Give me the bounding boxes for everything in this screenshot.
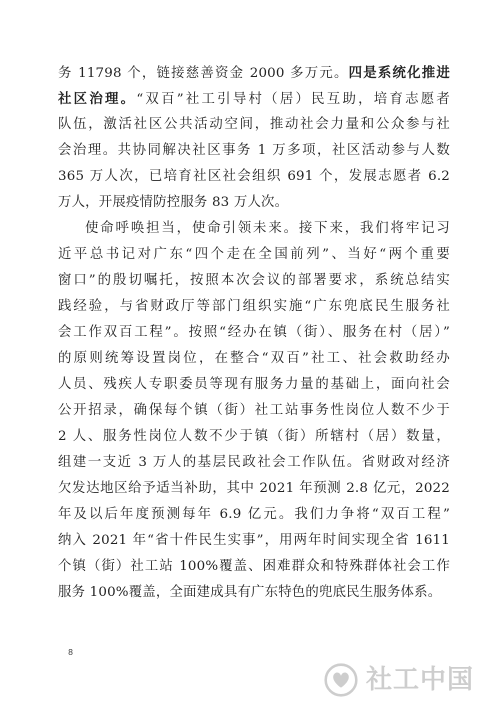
text-line xyxy=(58,242,450,268)
bold-text-segment: 社区治理。 xyxy=(58,91,137,107)
text-segment: 务 11798 个，链接慈善资金 2000 多万元。 xyxy=(58,66,349,81)
text-segment: 组建一支近 3 万人的基层民政社会工作队伍。省财政对经济 xyxy=(58,455,450,470)
text-line xyxy=(58,424,450,450)
text-line xyxy=(58,164,450,190)
text-segment: 践经验，与省财政厅等部门组织实施“广东兜底民生服务社 xyxy=(58,299,450,314)
text-line xyxy=(58,346,450,372)
text-segment: 近平总书记对广东“四个走在全国前列”、当好“两个重要 xyxy=(58,247,450,262)
text-line xyxy=(58,320,450,346)
watermark xyxy=(324,663,474,697)
text-line xyxy=(58,112,450,138)
text-line xyxy=(58,502,450,528)
text-line xyxy=(58,86,450,112)
heart-hands-logo-icon xyxy=(324,663,358,697)
text-segment: “双百”社工引导村（居）民互助，培育志愿者 xyxy=(136,92,450,107)
watermark-text: 社工中国 xyxy=(365,665,474,695)
text-segment: 年及以后年度预测每年 6.9 亿元。我们力争将“双百工程” xyxy=(58,507,450,522)
text-line xyxy=(58,450,450,476)
text-line xyxy=(58,372,450,398)
text-segment: 使命呼唤担当，使命引领未来。接下来，我们将牢记习 xyxy=(85,221,450,236)
text-segment: 会工作双百工程”。按照“经办在镇（街）、服务在村（居）” xyxy=(58,325,450,340)
text-segment: 2 人、服务性岗位人数不少于镇（街）所辖村（居）数量， xyxy=(58,429,450,444)
text-line xyxy=(58,528,450,554)
text-segment: 窗口”的殷切嘱托，按照本次会议的部署要求，系统总结实 xyxy=(58,273,450,288)
text-segment: 个镇（街）社工站 100%覆盖、困难群众和特殊群体社会工作 xyxy=(58,559,450,574)
text-line xyxy=(58,268,450,294)
text-line xyxy=(58,216,450,242)
page-number: 8 xyxy=(68,648,74,657)
text-segment: 人员、残疾人专职委员等现有服务力量的基础上，面向社会 xyxy=(58,377,450,392)
text-line xyxy=(58,60,450,86)
bold-text-segment: 四是系统化推进 xyxy=(348,65,450,81)
text-line xyxy=(58,398,450,424)
text-segment: 纳入 2021 年“省十件民生实事”，用两年时间实现全省 1611 xyxy=(58,533,450,548)
text-line xyxy=(58,476,450,502)
text-line xyxy=(58,580,450,606)
text-segment: 公开招录，确保每个镇（街）社工站事务性岗位人数不少于 xyxy=(58,403,450,418)
text-segment: 365 万人次，已培育社区社会组织 691 个，发展志愿者 6.2 xyxy=(58,169,450,184)
text-line xyxy=(58,294,450,320)
text-segment: 服务 100%覆盖，全面建成具有广东特色的兜底民生服务体系。 xyxy=(58,585,442,600)
text-line xyxy=(58,138,450,164)
text-segment: 欠发达地区给予适当补助，其中 2021 年预测 2.8 亿元，2022 xyxy=(58,481,450,496)
text-line xyxy=(58,190,450,216)
text-segment: 队伍，激活社区公共活动空间，推动社会力量和公众参与社 xyxy=(58,117,450,132)
text-segment: 的原则统筹设置岗位，在整合“双百”社工、社会救助经办 xyxy=(58,351,450,366)
document-body xyxy=(58,60,450,606)
text-segment: 会治理。共协同解决社区事务 1 万多项，社区活动参与人数 xyxy=(58,143,450,158)
text-line xyxy=(58,554,450,580)
text-segment: 万人，开展疫情防控服务 83 万人次。 xyxy=(58,195,289,210)
